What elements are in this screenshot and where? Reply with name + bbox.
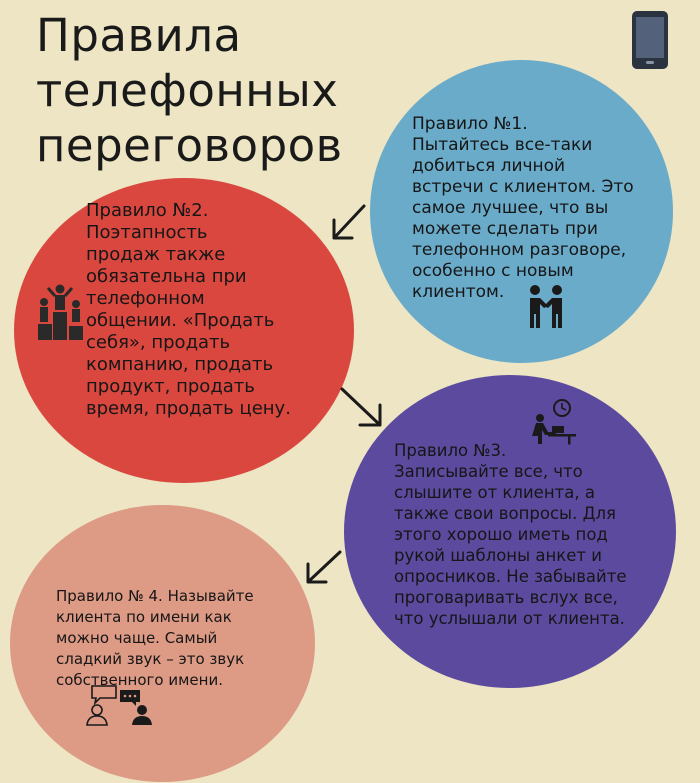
page-title: Правила телефонных переговоров [36,9,343,172]
rule-2-text: Правило №2. Поэтапность продаж также обязательна при телефонном общении. «Продать себя», продать компанию, продать продукт, продать время, продать цену. [86,200,291,419]
rule-3-text: Правило №3. Записывайте все, что слышите от клиента, а также свои вопросы. Для этого хорошо иметь под рукой шаблоны анкет и опросников. Не забывайте проговаривать вслух все, что услышали от клиента. [394,441,627,628]
arrow-icon [328,202,368,244]
rule-1-text: Правило №1. Пытайтесь все-таки добиться личной встречи с клиентом. Это самое лучшее, что вы можете сделать при телефонном разговоре, особенно с новым клиентом. [412,114,634,302]
conversation-icon [84,684,156,726]
phone-icon [632,11,668,69]
rule-4-text: Правило № 4. Называйте клиента по имени как можно чаще. Самый сладкий звук – это звук собственного имени. [56,587,254,689]
arrow-icon [338,385,388,433]
podium-icon [36,284,84,342]
handshake-icon [526,284,566,330]
arrow-icon [302,548,344,588]
desk-worker-icon [528,398,580,446]
